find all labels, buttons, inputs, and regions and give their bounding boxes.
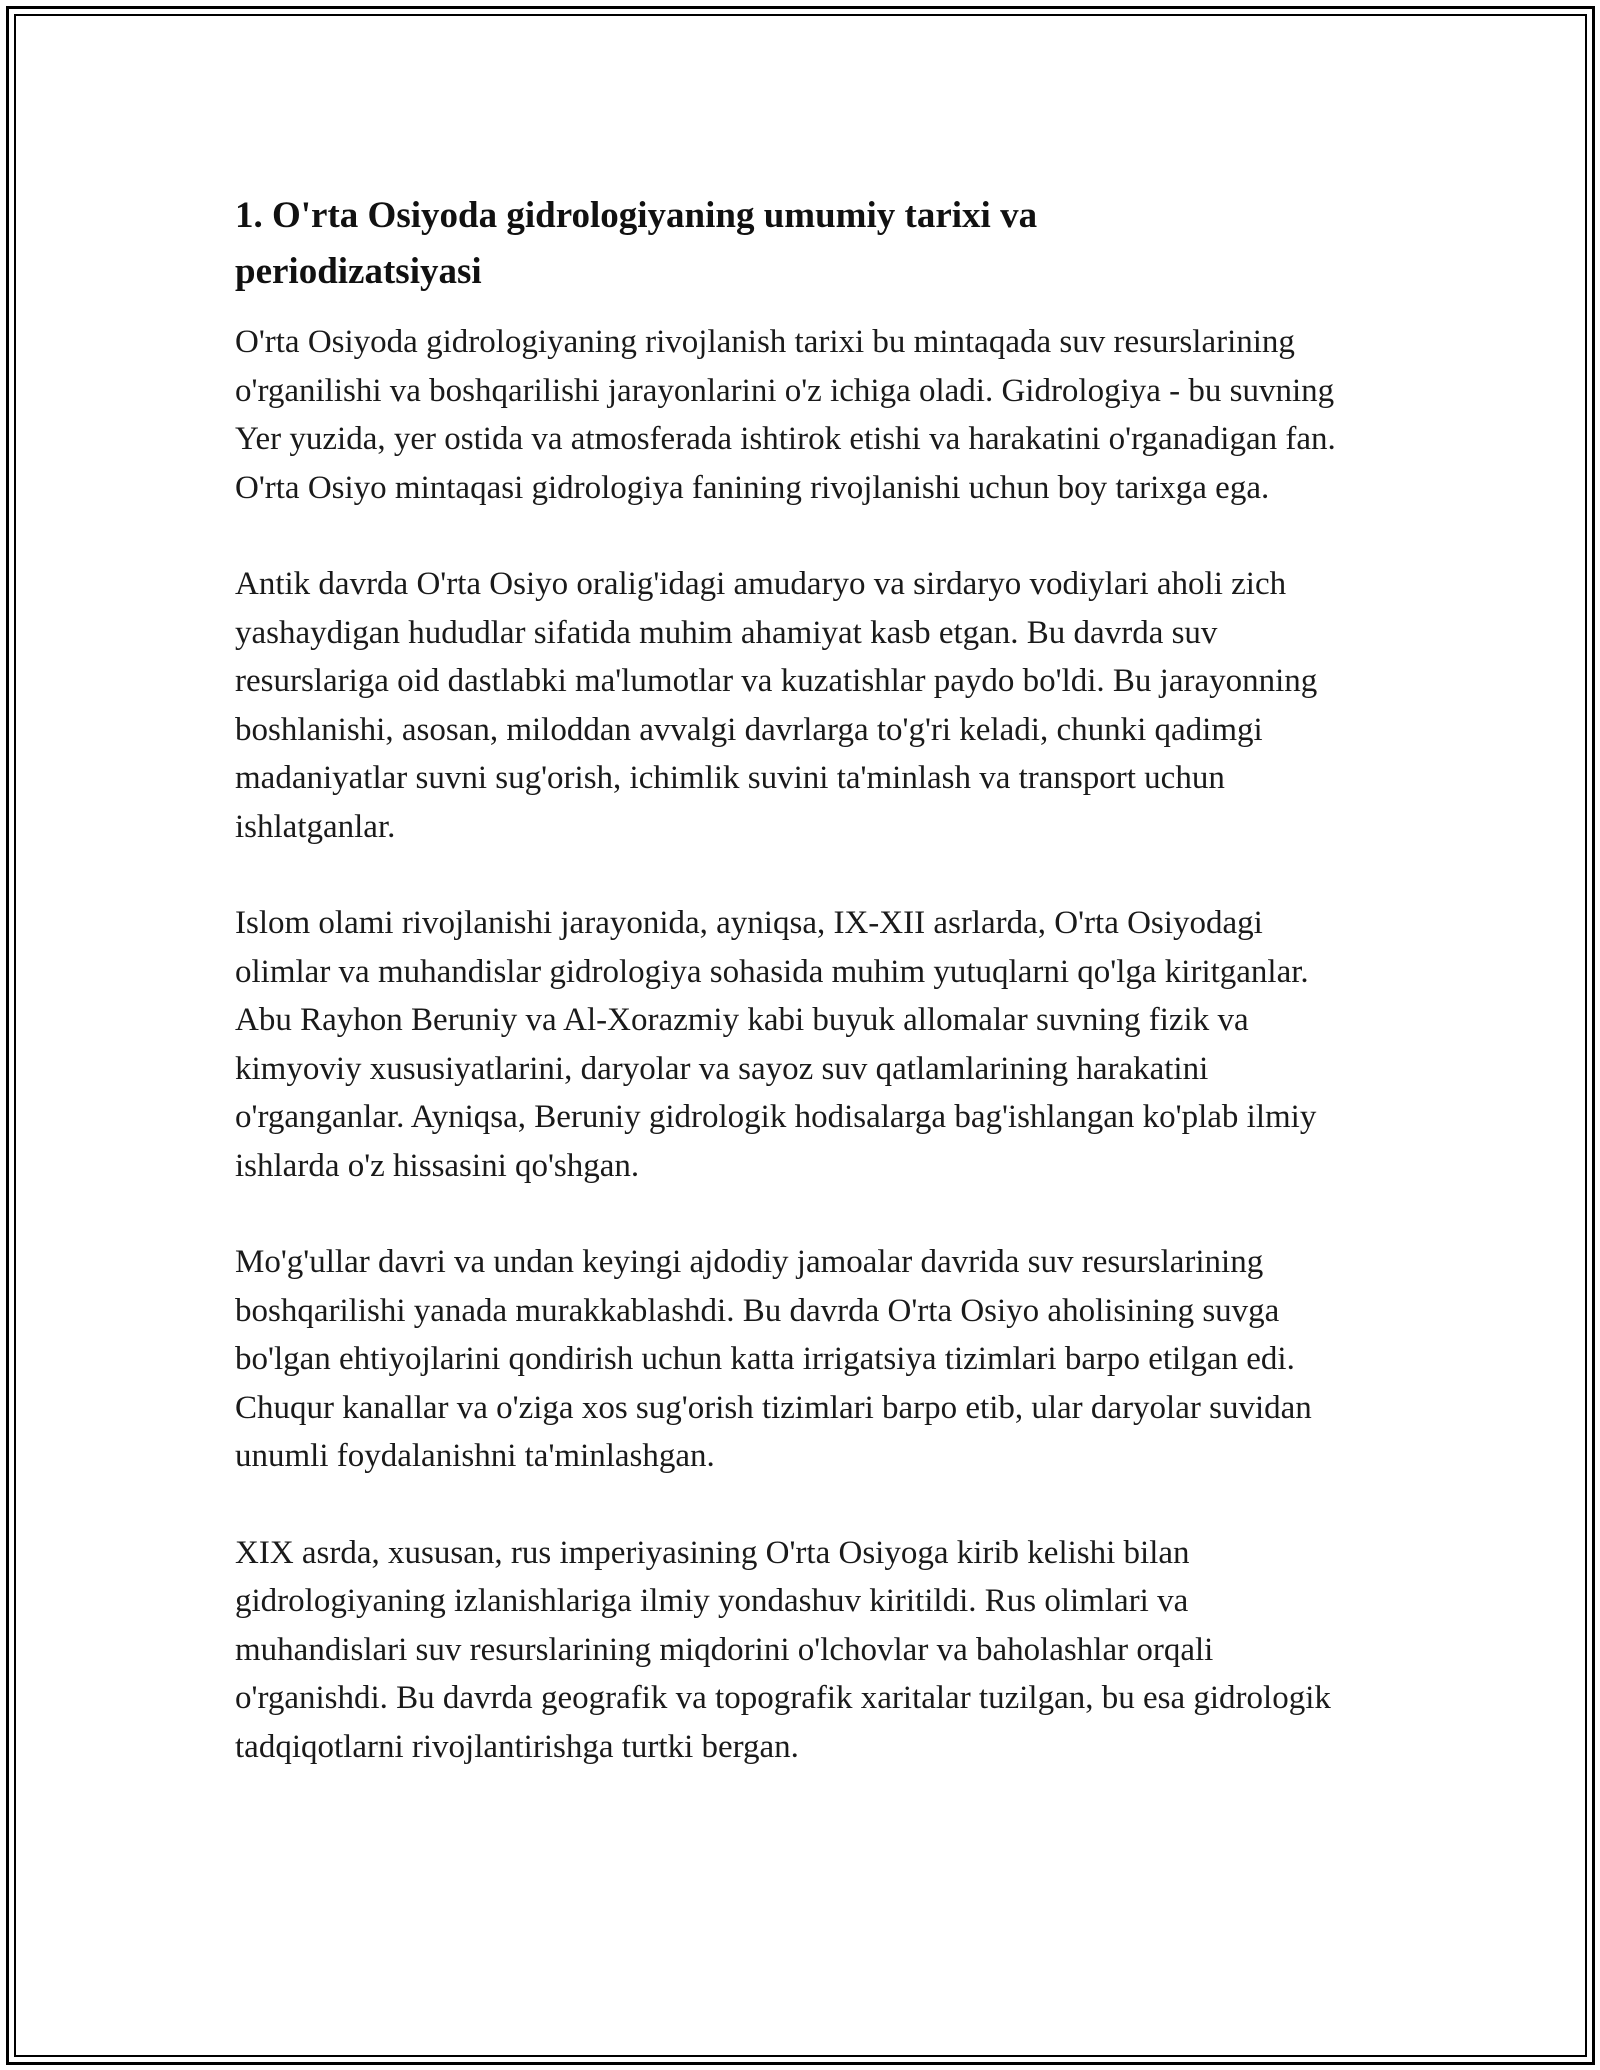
paragraph-5: XIX asrda, xususan, rus imperiyasining O'rta Osiyoga kirib kelishi bilan gidrologiyaning izlanishlariga ilmiy yondashuv kiritildi. Rus olimlari va muhandislari suv resurslarining miqdorini o'lchovlar va baholashlar orqali o'rganishdi. Bu davrda geografik va topografik xaritalar tuzilgan, bu esa gidrologik tadqiqotlarni rivojlantirishga turtki bergan. (235, 1534, 1331, 1765)
paragraph-1: O'rta Osiyoda gidrologiyaning rivojlanish tarixi bu mintaqada suv resurslarining o'rganilishi va boshqarilishi jarayonlarini o'z ichiga oladi. Gidrologiya - bu suvning Yer yuzida, yer ostida va atmosferada ishtirok etishi va harakatini o'rganadigan fan. O'rta Osiyo mintaqasi gidrologiya fanining rivojlanishi uchun boy tarixga ega. (235, 324, 1336, 506)
document-body (235, 188, 1355, 1819)
paragraph-2: Antik davrda O'rta Osiyo oralig'idagi amudaryo va sirdaryo vodiylari aholi zich yashaydigan hududlar sifatida muhim ahamiyat kasb etgan. Bu davrda suv resurslariga oid dastlabki ma'lumotlar va kuzatishlar paydo bo'ldi. Bu jarayonning boshlanishi, asosan, miloddan avvalgi davrlarga to'g'ri keladi, chunki qadimgi madaniyatlar suvni sug'orish, ichimlik suvini ta'minlash va transport uchun ishlatganlar. (235, 566, 1318, 845)
paragraph-4: Mo'g'ullar davri va undan keyingi ajdodiy jamoalar davrida suv resurslarining boshqarilishi yanada murakkablashdi. Bu davrda O'rta Osiyo aholisining suvga bo'lgan ehtiyojlarini qondirish uchun katta irrigatsiya tizimlari barpo etilgan edi. Chuqur kanallar va o'ziga xos sug'orish tizimlari barpo etib, ular daryolar suvidan unumli foydalanishni ta'minlashgan. (235, 1244, 1312, 1474)
paragraph-3: Islom olami rivojlanishi jarayonida, ayniqsa, IX-XII asrlarda, O'rta Osiyodagi olimlar va muhandislar gidrologiya sohasida muhim yutuqlarni qo'lga kiritganlar. Abu Rayhon Beruniy va Al-Xorazmiy kabi buyuk allomalar suvning fizik va kimyoviy xususiyatlarini, daryolar va sayoz suv qatlamlarining harakatini o'rganganlar. Ayniqsa, Beruniy gidrologik hodisalarga bag'ishlangan ko'plab ilmiy ishlarda o'z hissasini qo'shgan. (235, 905, 1317, 1184)
section-heading-line-2: periodizatsiyasi (235, 251, 482, 292)
section-heading-line-1: 1. O'rta Osiyoda gidrologiyaning umumiy tarixi va (235, 195, 1038, 236)
section-heading (235, 188, 1355, 300)
